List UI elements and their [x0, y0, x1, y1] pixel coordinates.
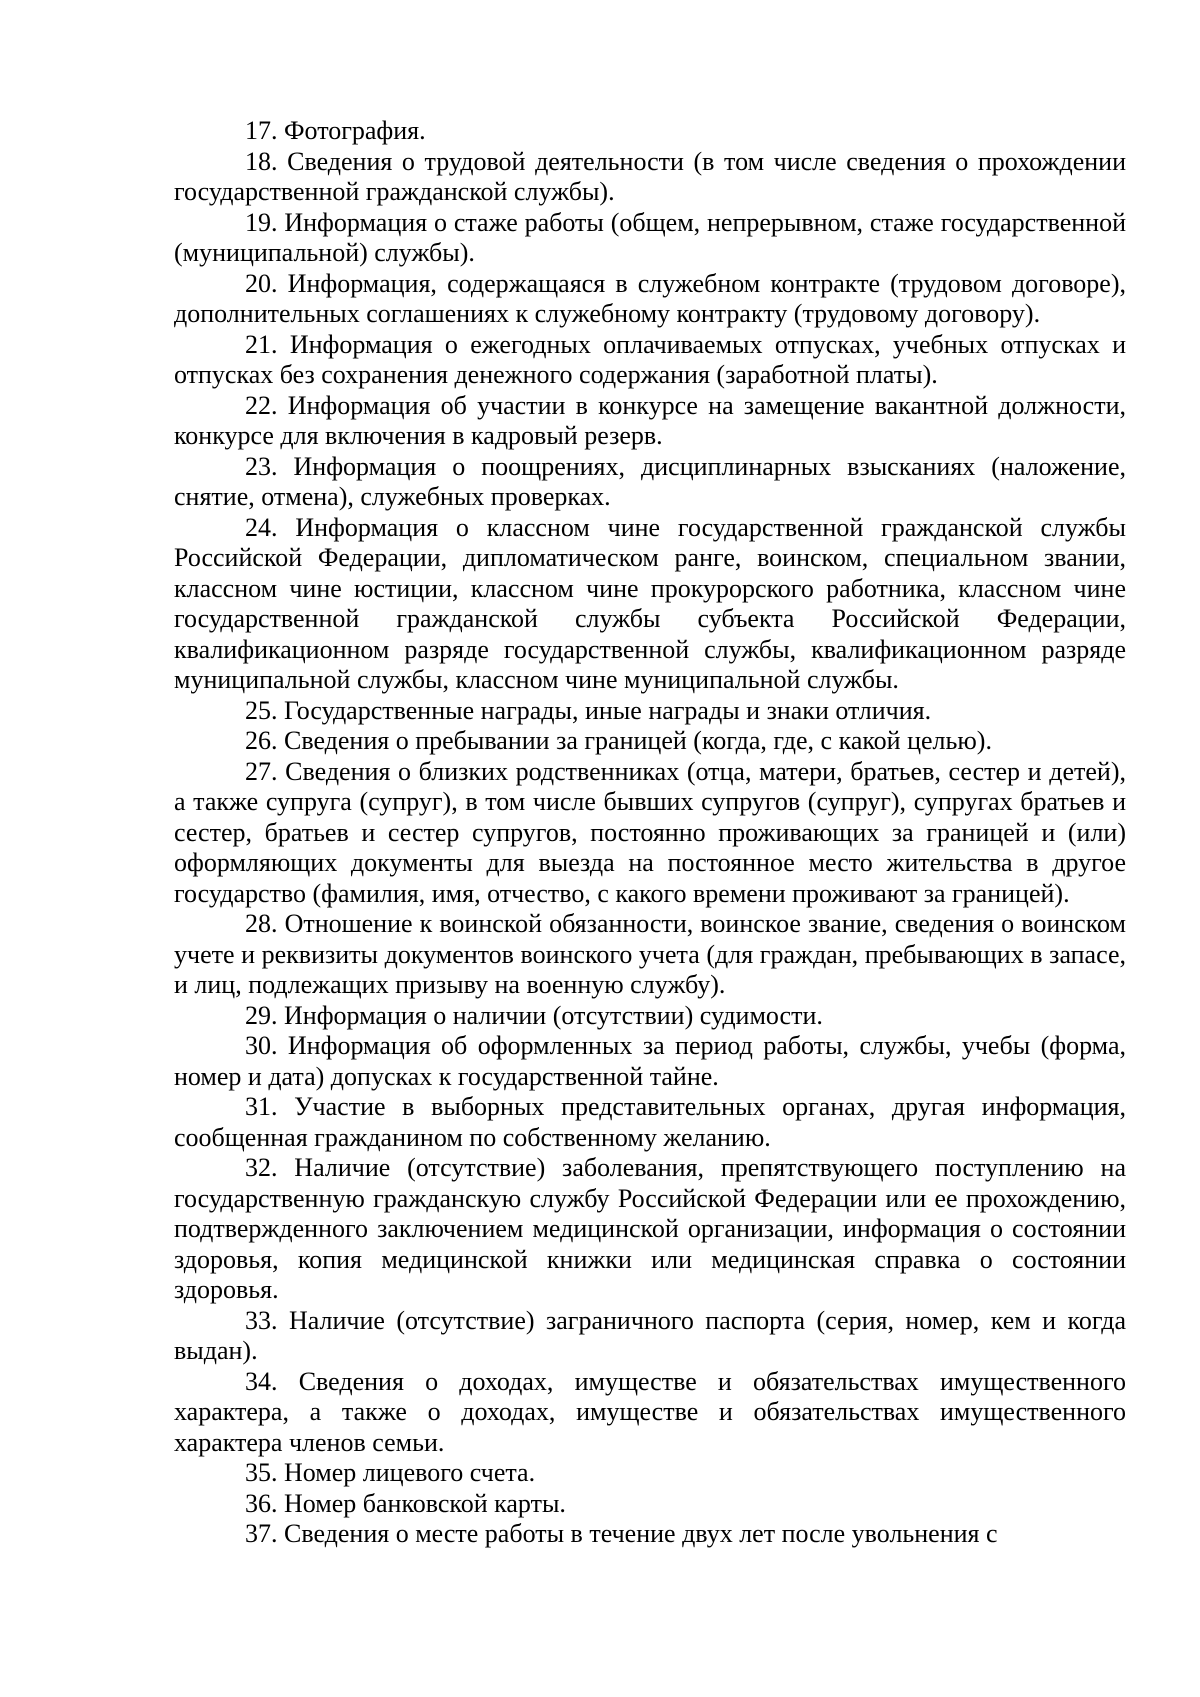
item-32: 32. Наличие (отсутствие) заболевания, препятствующего поступлению на государственную гражданскую службу Российской Федерации или ее прохождению, подтвержденного заключением медицинской организации, информация о состоянии здоровья, копия медицинской книжки или медицинская справка о состоянии здоровья.	[174, 1153, 1126, 1304]
item-24: 24. Информация о классном чине государственной гражданской службы Российской Федерации, дипломатическом ранге, воинском, специальном звании, классном чине юстиции, классном чине прокурорского работника, классном чине государственной гражданской службы субъекта Российской Федерации, квалификационном разряде государственной службы, квалификационном разряде муниципальной службы, классном чине муниципальной службы.	[174, 512, 1126, 694]
item-37: 37. Сведения о месте работы в течение двух лет после увольнения с	[245, 1519, 998, 1548]
item-36: 36. Номер банковской карты.	[245, 1488, 566, 1518]
item-30: 30. Информация об оформленных за период работы, службы, учебы (форма, номер и дата) допусках к государственной тайне.	[174, 1031, 1126, 1091]
item-23: 23. Информация о поощрениях, дисциплинарных взысканиях (наложение, снятие, отмена), служебных проверках.	[174, 451, 1126, 511]
document-page	[174, 116, 1126, 1550]
item-26: 26. Сведения о пребывании за границей (когда, где, с какой целью).	[245, 726, 992, 755]
item-27: 27. Сведения о близких родственниках (отца, матери, братьев, сестер и детей), а также супруга (супруг), в том числе бывших супругов (супруг), супругах братьев и сестер, братьев и сестер супругов, постоянно проживающих за границей и (или) оформляющих документы для выезда на постоянное место жительства в другое государство (фамилия, имя, отчество, с какого времени проживают за границей).	[174, 756, 1126, 908]
item-22: 22. Информация об участии в конкурсе на замещение вакантной должности, конкурсе для включения в кадровый резерв.	[174, 390, 1126, 450]
item-17: 17. Фотография.	[245, 116, 426, 145]
item-29: 29. Информация о наличии (отсутствии) судимости.	[245, 1000, 823, 1030]
item-20: 20. Информация, содержащаяся в служебном контракте (трудовом договоре), дополнительных соглашениях к служебному контракту (трудовому договору).	[174, 268, 1126, 328]
item-25: 25. Государственные награды, иные награды и знаки отличия.	[245, 695, 932, 725]
item-35: 35. Номер лицевого счета.	[245, 1458, 536, 1487]
item-18: 18. Сведения о трудовой деятельности (в том числе сведения о прохождении государственной гражданской службы).	[174, 146, 1126, 206]
item-21: 21. Информация о ежегодных оплачиваемых отпусках, учебных отпусках и отпусках без сохранения денежного содержания (заработной платы).	[174, 329, 1126, 389]
item-19: 19. Информация о стаже работы (общем, непрерывном, стаже государственной (муниципальной) службы).	[174, 207, 1126, 267]
item-33: 33. Наличие (отсутствие) заграничного паспорта (серия, номер, кем и когда выдан).	[174, 1305, 1126, 1365]
item-31: 31. Участие в выборных представительных органах, другая информация, сообщенная гражданином по собственному желанию.	[174, 1092, 1126, 1152]
item-34: 34. Сведения о доходах, имуществе и обязательствах имущественного характера, а также о доходах, имуществе и обязательствах имущественного характера членов семьи.	[174, 1366, 1126, 1457]
item-28: 28. Отношение к воинской обязанности, воинское звание, сведения о воинском учете и реквизиты документов воинского учета (для граждан, пребывающих в запасе, и лиц, подлежащих призыву на военную службу).	[174, 909, 1126, 999]
